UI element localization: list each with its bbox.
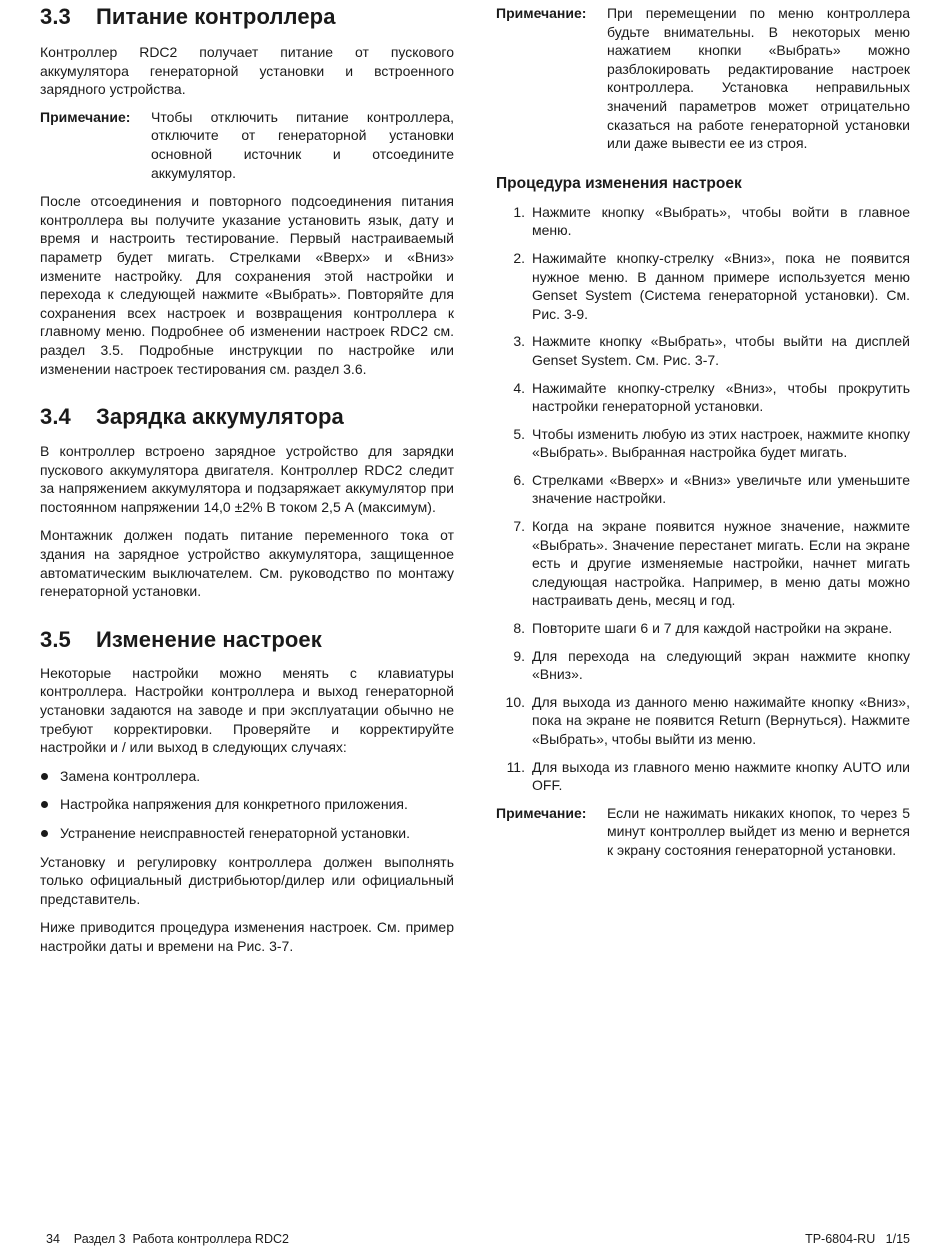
section-3-4-heading (40, 404, 454, 430)
paragraph: Контроллер RDC2 получает питание от пускового аккумулятора генераторной установки и встроенного зарядного устройства. (40, 44, 454, 98)
list-item: 3. Нажмите кнопку «Выбрать», чтобы выйти на дисплей Genset System. См. Рис. 3-7. (513, 333, 910, 368)
list-item: Устранение неисправностей генераторной установки. (40, 824, 454, 843)
list-item: 6. Стрелками «Вверх» и «Вниз» увеличьте или уменьшите значение настройки. (513, 471, 910, 507)
paragraph: После отсоединения и повторного подсоединения питания контроллера вы получите указание установить язык, дату и время и настроить тестирование. Первый настраиваемый параметр будет мигать. Стрелками «Вверх» и «Вниз» измените настройку. Для сохранения этой настройки и перехода к следующей нажмите «Выбрать». Повторяйте для сохранения всех настроек и возвращения контроллера к главному меню. Подробнее об изменении настроек RDC2 см. раздел 3.5. Подробные инструкции по настройке или изменении настроек тестирования см. раздел 3.6. (40, 193, 454, 377)
section-3-5-heading (40, 627, 454, 653)
note-label: Примечание: (496, 5, 587, 21)
section-number: 3.5 (40, 626, 71, 652)
list-item: 10. Для выхода из данного меню нажимайте кнопку «Вниз», пока на экране не появится Return (Вернуться). Нажмите «Выбрать», чтобы выйти из меню. (505, 693, 910, 747)
list-item: 11. Для выхода из главного меню нажмите кнопку AUTO или OFF. (506, 758, 910, 794)
bullet-list (40, 767, 454, 843)
bullet-icon (41, 830, 48, 837)
note (40, 108, 454, 182)
right-column (496, 0, 910, 860)
note (496, 804, 910, 860)
list-item: 7. Когда на экране появится нужное значение, нажмите «Выбрать». Значение перестанет мигать. Если на экране есть и другие изменяемые настройки, начнет мигать следующая настройка. Например, в меню даты можно настраивать день, месяц и год. (513, 518, 910, 609)
section-3-3-heading (40, 4, 454, 30)
note-text: Чтобы отключить питание контроллера, отключите от генераторной установки основной источник и отсоедините аккумулятор. (151, 108, 454, 181)
footer-left: 34 Раздел 3 Работа контроллера RDC2 (46, 1232, 289, 1246)
note-text: При перемещении по меню контроллера будьте внимательны. В некоторых меню нажатием кнопки «Выбрать» можно разблокировать редактирование настроек контроллера. Установка неправильных значений параметров может отрицательно сказаться на работе генераторной установки или даже вывести ее из строя. (607, 5, 910, 152)
section-title: Зарядка аккумулятора (96, 404, 344, 430)
paragraph: В контроллер встроено зарядное устройство для зарядки пускового аккумулятора двигателя. Контроллер RDC2 следит за напряжением аккумулятора и подзаряжает аккумулятор при постоянном напряжении 14,0 ±2% В током 2,5 А (максимум). (40, 443, 454, 515)
list-item: 4. Нажимайте кнопку-стрелку «Вниз», чтобы прокрутить настройки генераторной установки. (513, 379, 910, 415)
paragraph: Ниже приводится процедура изменения настроек. См. пример настройки даты и времени на Рис. 3-7. (40, 919, 454, 954)
list-item: 5. Чтобы изменить любую из этих настроек, нажмите кнопку «Выбрать». Выбранная настройка будет мигать. (513, 425, 910, 461)
paragraph: Некоторые настройки можно менять с клавиатуры контроллера. Настройки контроллера и выход генераторной установки задаются на заводе и при эксплуатации обычно не требуют корректировки. Проверяйте и корректируйте настройки и / или выход в следующих случаях: (40, 664, 454, 756)
note-text: Если не нажимать никаких кнопок, то через 5 минут контроллер выйдет из меню и вернется к экрану состояния генераторной установки. (607, 804, 910, 858)
bullet-icon (41, 773, 48, 780)
section-title: Питание контроллера (96, 4, 336, 29)
note-label: Примечание: (496, 804, 587, 821)
list-item: 8. Повторите шаги 6 и 7 для каждой настройки на экране. (513, 620, 893, 637)
left-column (40, 0, 454, 956)
paragraph: Монтажник должен подать питание переменного тока от здания на зарядное устройство аккумулятора, защищенное автоматическим выключателем. См. руководство по монтажу генераторной установки. (40, 527, 454, 600)
note (496, 4, 910, 153)
note-label: Примечание: (40, 108, 131, 125)
section-number: 3.4 (40, 404, 71, 430)
list-item: 2. Нажимайте кнопку-стрелку «Вниз», пока не появится нужное меню. В данном примере используется меню Genset System (Система генераторной установки). См. Рис. 3-9. (513, 249, 910, 322)
list-item: Настройка напряжения для конкретного приложения. (40, 795, 454, 814)
list-item: 9. Для перехода на следующий экран нажмите кнопку «Вниз». (513, 647, 910, 683)
bullet-icon (41, 801, 48, 808)
section-title: Изменение настроек (96, 626, 322, 652)
footer-right: TP-6804-RU 1/15 (805, 1232, 910, 1246)
paragraph: Установку и регулировку контроллера должен выполнять только официальный дистрибьютор/дилер или официальный представитель. (40, 853, 454, 907)
section-number: 3.3 (40, 4, 71, 29)
list-item: 1. Нажмите кнопку «Выбрать», чтобы войти в главное меню. (513, 203, 910, 239)
procedure-title: Процедура изменения настроек (496, 174, 742, 192)
list-item: Замена контроллера. (40, 767, 454, 786)
procedure-steps (496, 203, 910, 795)
